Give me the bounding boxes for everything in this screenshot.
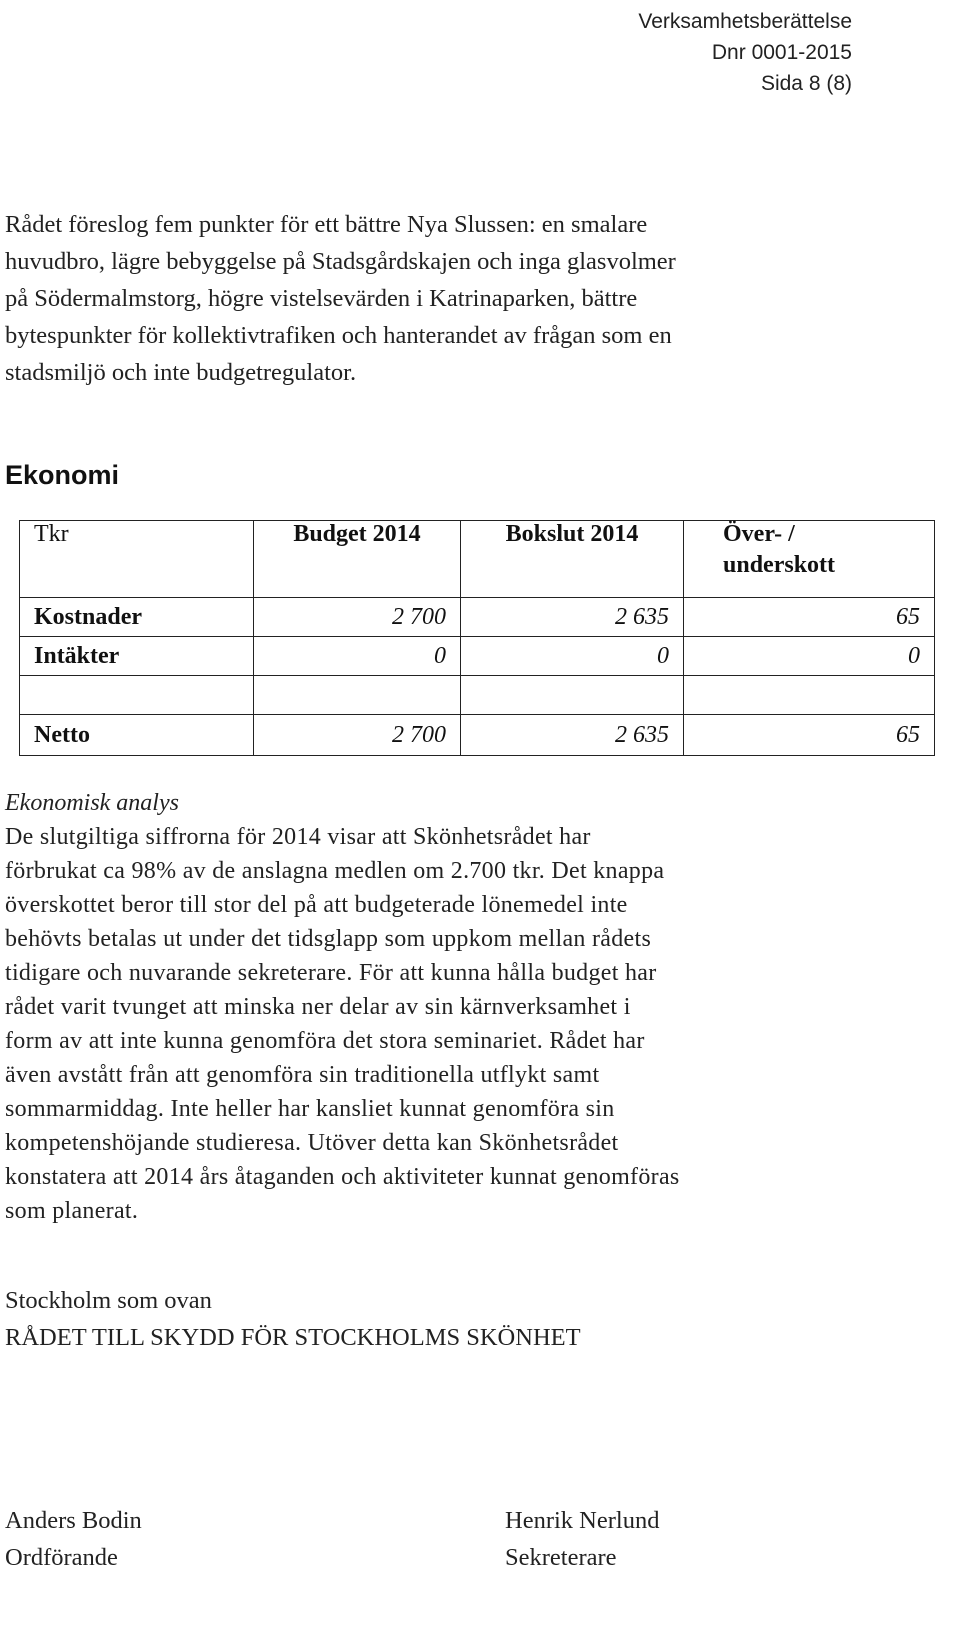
signature-role: Ordförande <box>5 1544 118 1571</box>
signature-name: Henrik Nerlund <box>505 1507 660 1534</box>
signature-secretary <box>505 1502 659 1576</box>
analysis-line: form av att inte kunna genomföra det stora seminariet. Rådet har <box>5 1028 645 1054</box>
table-row <box>20 715 935 756</box>
analysis-line: konstatera att 2014 års åtaganden och aktiviteter kunnat genomföras <box>5 1164 680 1190</box>
header-dnr: Dnr 0001-2015 <box>711 41 852 64</box>
header-bokslut: Bokslut 2014 <box>461 521 684 598</box>
row-budget <box>254 676 461 715</box>
row-label: Kostnader <box>20 598 254 637</box>
row-diff: 0 <box>684 637 935 676</box>
header-budget: Budget 2014 <box>254 521 461 598</box>
closing-block <box>5 1282 581 1356</box>
table-row <box>20 598 935 637</box>
header-page: Sida 8 (8) <box>760 72 852 95</box>
intro-line: Rådet föreslog fem punkter för ett bättre Nya Slussen: en smalare <box>5 211 648 238</box>
intro-line: stadsmiljö och inte budgetregulator. <box>5 359 357 386</box>
header-diff-line1: Över- / <box>723 521 795 547</box>
row-label <box>20 676 254 715</box>
analysis-section <box>5 786 905 1228</box>
table-row <box>20 637 935 676</box>
row-label: Netto <box>20 715 254 756</box>
closing-place: Stockholm som ovan <box>5 1287 212 1314</box>
row-bokslut: 0 <box>461 637 684 676</box>
intro-paragraph <box>5 206 875 391</box>
header-diff <box>684 521 935 598</box>
analysis-line: som planerat. <box>5 1198 139 1224</box>
analysis-line: rådet varit tvunget att minska ner delar av sin kärnverksamhet i <box>5 994 631 1020</box>
row-bokslut: 2 635 <box>461 715 684 756</box>
table-header-row <box>20 521 935 598</box>
closing-org: RÅDET TILL SKYDD FÖR STOCKHOLMS SKÖNHET <box>5 1324 581 1351</box>
row-bokslut <box>461 676 684 715</box>
row-diff: 65 <box>684 715 935 756</box>
analysis-title: Ekonomisk analys <box>5 790 179 816</box>
row-budget: 2 700 <box>254 715 461 756</box>
header-title: Verksamhetsberättelse <box>638 10 852 33</box>
row-bokslut: 2 635 <box>461 598 684 637</box>
analysis-line: sommarmiddag. Inte heller har kansliet kunnat genomföra sin <box>5 1096 615 1122</box>
table-row <box>20 676 935 715</box>
intro-line: huvudbro, lägre bebyggelse på Stadsgårdskajen och inga glasvolmer <box>5 248 676 275</box>
signature-name: Anders Bodin <box>5 1507 142 1534</box>
header-diff-line2: underskott <box>723 552 836 578</box>
section-title: Ekonomi <box>5 460 120 490</box>
analysis-line: även avstått från att genomföra sin traditionella utflykt samt <box>5 1062 600 1088</box>
analysis-line: De slutgiltiga siffrorna för 2014 visar att Skönhetsrådet har <box>5 824 591 850</box>
header-tkr: Tkr <box>20 521 254 598</box>
budget-table <box>19 520 935 756</box>
signature-chair <box>5 1502 142 1576</box>
row-budget: 0 <box>254 637 461 676</box>
row-label: Intäkter <box>20 637 254 676</box>
analysis-line: tidigare och nuvarande sekreterare. För att kunna hålla budget har <box>5 960 657 986</box>
analysis-line: överskottet beror till stor del på att budgeterade lönemedel inte <box>5 892 628 918</box>
document-header <box>638 6 852 99</box>
row-diff <box>684 676 935 715</box>
intro-line: på Södermalmstorg, högre vistelsevärden i Katrinaparken, bättre <box>5 285 638 312</box>
analysis-line: förbrukat ca 98% av de anslagna medlen om 2.700 tkr. Det knappa <box>5 858 665 884</box>
signature-role: Sekreterare <box>505 1544 617 1571</box>
row-diff: 65 <box>684 598 935 637</box>
row-budget: 2 700 <box>254 598 461 637</box>
analysis-line: kompetenshöjande studieresa. Utöver detta kan Skönhetsrådet <box>5 1130 619 1156</box>
intro-line: bytespunkter för kollektivtrafiken och hanterandet av frågan som en <box>5 322 672 349</box>
analysis-line: behövts betalas ut under det tidsglapp som uppkom mellan rådets <box>5 926 652 952</box>
